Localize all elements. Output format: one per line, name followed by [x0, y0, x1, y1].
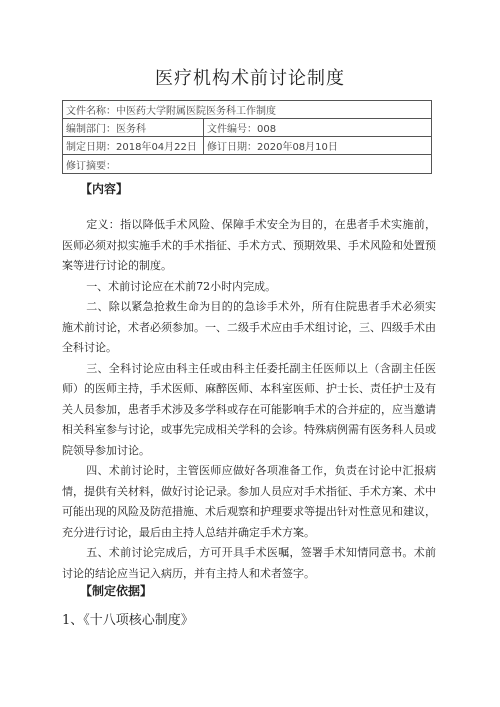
document-title: 医疗机构术前讨论制度 — [155, 68, 345, 89]
basis-heading: 【制定依据】 — [80, 584, 153, 598]
content-body — [62, 215, 436, 584]
document-info-table — [62, 100, 432, 174]
info-row-department — [63, 119, 432, 137]
department-cell: 编制部门：医务科 — [63, 119, 204, 137]
revision-summary-cell: 修订摘要： — [63, 155, 432, 174]
file-number-value: 008 — [257, 124, 277, 135]
paragraph-rule-3: 三、全科讨论应由科主任或由科主任委托副主任医师以上（含副主任医师）的医师主持，手术医师、麻醉医师、本科室医师、护士长、责任护士及有关人员参加，患者手术涉及多学科或存在可能影响手术的合并症的，应当邀请相关科室参与讨论，或事先完成相关学科的会诊。特殊病例需有医务科人员或院领导参加讨论。 — [62, 361, 436, 457]
info-row-summary — [63, 155, 432, 174]
paragraph-definition: 定义：指以降低手术风险、保障手术安全为目的，在患者手术实施前，医师必须对拟实施手术的手术指征、手术方式、预期效果、手术风险和处置预案等进行讨论的制度。 — [62, 218, 436, 272]
revised-date-cell: 修订日期：2020年08月10日 — [204, 137, 432, 155]
basis-item: 1、《十八项核心制度》 — [62, 613, 194, 628]
file-number-cell — [204, 119, 432, 137]
info-row-file-name — [63, 101, 432, 119]
created-date-cell: 制定日期：2018年04月22日 — [63, 137, 204, 155]
paragraph-rule-5: 五、术前讨论完成后，方可开具手术医嘱，签署手术知情同意书。术前讨论的结论应当记入病历，并有主持人和术者签字。 — [62, 546, 436, 580]
info-row-dates — [63, 137, 432, 155]
paragraph-rule-2: 二、除以紧急抢救生命为目的的急诊手术外，所有住院患者手术必须实施术前讨论，术者必须参加。一、二级手术应由手术组讨论，三、四级手术由全科讨论。 — [62, 300, 436, 354]
file-number-label: 文件编号： — [207, 124, 257, 135]
content-heading: 【内容】 — [80, 182, 129, 196]
file-name-cell: 文件名称：中医药大学附属医院医务科工作制度 — [63, 101, 432, 119]
paragraph-rule-1: 一、术前讨论应在术前72小时内完成。 — [86, 279, 277, 293]
paragraph-rule-4: 四、术前讨论时，主管医师应做好各项准备工作，负责在讨论中汇报病情，提供有关材料，做好讨论记录。参加人员应对手术指征、手术方案、术中可能出现的风险及防范措施、术后观察和护理要求等提出针对性意见和建议，充分进行讨论，最后由主持人总结并确定手术方案。 — [62, 464, 436, 539]
